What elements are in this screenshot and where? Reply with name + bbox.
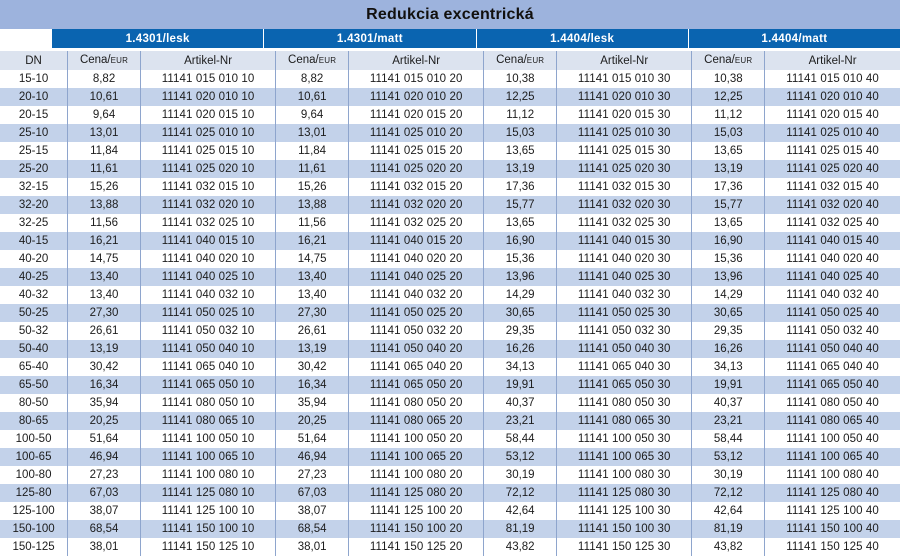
cell-p4: 12,25 — [692, 88, 765, 106]
cell-a2: 11141 065 050 20 — [349, 376, 484, 394]
column-header-article-4: Artikel-Nr — [765, 51, 900, 70]
cell-p3: 15,03 — [484, 124, 557, 142]
cell-p4: 17,36 — [692, 178, 765, 196]
cell-p1: 68,54 — [68, 520, 141, 538]
cell-p3: 13,65 — [484, 214, 557, 232]
table-row — [0, 358, 900, 376]
cell-p2: 13,19 — [276, 340, 349, 358]
cell-dn: 40-32 — [0, 286, 68, 304]
cell-p2: 27,30 — [276, 304, 349, 322]
cell-a1: 11141 150 125 10 — [140, 538, 275, 556]
cell-a3: 11141 100 050 30 — [557, 430, 692, 448]
cell-a4: 11141 050 032 40 — [765, 322, 900, 340]
cell-a2: 11141 040 032 20 — [349, 286, 484, 304]
cell-a2: 11141 050 025 20 — [349, 304, 484, 322]
cell-a1: 11141 025 015 10 — [140, 142, 275, 160]
cell-a3: 11141 100 065 30 — [557, 448, 692, 466]
table-row — [0, 124, 900, 142]
cell-a1: 11141 020 010 10 — [140, 88, 275, 106]
cell-a1: 11141 032 020 10 — [140, 196, 275, 214]
cell-p2: 68,54 — [276, 520, 349, 538]
cell-p1: 8,82 — [68, 70, 141, 88]
cell-p1: 11,61 — [68, 160, 141, 178]
cell-a2: 11141 065 040 20 — [349, 358, 484, 376]
cell-p2: 14,75 — [276, 250, 349, 268]
cell-p1: 13,40 — [68, 268, 141, 286]
cell-a2: 11141 025 010 20 — [349, 124, 484, 142]
cell-a2: 11141 150 100 20 — [349, 520, 484, 538]
cell-dn: 50-32 — [0, 322, 68, 340]
cell-a3: 11141 032 015 30 — [557, 178, 692, 196]
cell-a4: 11141 100 065 40 — [765, 448, 900, 466]
price-unit-text: EUR — [734, 56, 753, 65]
cell-p3: 29,35 — [484, 322, 557, 340]
cell-p3: 40,37 — [484, 394, 557, 412]
cell-a1: 11141 080 065 10 — [140, 412, 275, 430]
cell-a3: 11141 050 040 30 — [557, 340, 692, 358]
cell-a1: 11141 050 025 10 — [140, 304, 275, 322]
cell-a1: 11141 125 100 10 — [140, 502, 275, 520]
cell-p1: 13,19 — [68, 340, 141, 358]
cell-a1: 11141 025 020 10 — [140, 160, 275, 178]
cell-a1: 11141 032 025 10 — [140, 214, 275, 232]
cell-a4: 11141 025 010 40 — [765, 124, 900, 142]
cell-p4: 53,12 — [692, 448, 765, 466]
cell-a2: 11141 020 015 20 — [349, 106, 484, 124]
cell-a4: 11141 065 050 40 — [765, 376, 900, 394]
cell-a3: 11141 080 050 30 — [557, 394, 692, 412]
cell-a2: 11141 100 080 20 — [349, 466, 484, 484]
cell-p4: 19,91 — [692, 376, 765, 394]
cell-a1: 11141 025 010 10 — [140, 124, 275, 142]
cell-a1: 11141 040 015 10 — [140, 232, 275, 250]
table-row — [0, 142, 900, 160]
cell-p4: 10,38 — [692, 70, 765, 88]
cell-a2: 11141 050 032 20 — [349, 322, 484, 340]
cell-a3: 11141 080 065 30 — [557, 412, 692, 430]
cell-a3: 11141 150 100 30 — [557, 520, 692, 538]
cell-a1: 11141 150 100 10 — [140, 520, 275, 538]
cell-p4: 15,03 — [692, 124, 765, 142]
cell-p1: 67,03 — [68, 484, 141, 502]
cell-p4: 16,26 — [692, 340, 765, 358]
cell-p2: 16,34 — [276, 376, 349, 394]
cell-a4: 11141 020 015 40 — [765, 106, 900, 124]
cell-p1: 13,40 — [68, 286, 141, 304]
cell-a3: 11141 100 080 30 — [557, 466, 692, 484]
cell-dn: 40-25 — [0, 268, 68, 286]
cell-a1: 11141 040 025 10 — [140, 268, 275, 286]
cell-a3: 11141 065 050 30 — [557, 376, 692, 394]
table-row — [0, 214, 900, 232]
table-row — [0, 448, 900, 466]
cell-p1: 16,21 — [68, 232, 141, 250]
cell-p3: 72,12 — [484, 484, 557, 502]
cell-p4: 34,13 — [692, 358, 765, 376]
cell-p3: 13,96 — [484, 268, 557, 286]
cell-a3: 11141 015 010 30 — [557, 70, 692, 88]
table-row — [0, 304, 900, 322]
cell-p2: 11,84 — [276, 142, 349, 160]
cell-a2: 11141 032 015 20 — [349, 178, 484, 196]
cell-p3: 30,19 — [484, 466, 557, 484]
price-unit-text: EUR — [110, 56, 129, 65]
cell-p1: 9,64 — [68, 106, 141, 124]
cell-p1: 14,75 — [68, 250, 141, 268]
cell-a4: 11141 100 080 40 — [765, 466, 900, 484]
column-header-price-3 — [484, 51, 557, 70]
cell-dn: 150-125 — [0, 538, 68, 556]
cell-a3: 11141 032 020 30 — [557, 196, 692, 214]
cell-p3: 13,65 — [484, 142, 557, 160]
cell-p3: 17,36 — [484, 178, 557, 196]
cell-p3: 13,19 — [484, 160, 557, 178]
cell-a2: 11141 025 015 20 — [349, 142, 484, 160]
cell-a1: 11141 080 050 10 — [140, 394, 275, 412]
cell-a4: 11141 040 025 40 — [765, 268, 900, 286]
cell-a3: 11141 032 025 30 — [557, 214, 692, 232]
table-body — [0, 70, 900, 556]
cell-p2: 13,88 — [276, 196, 349, 214]
table-header — [0, 51, 900, 70]
cell-p3: 53,12 — [484, 448, 557, 466]
cell-dn: 32-15 — [0, 178, 68, 196]
column-header-price-2 — [276, 51, 349, 70]
cell-p3: 43,82 — [484, 538, 557, 556]
table-row — [0, 160, 900, 178]
cell-dn: 100-80 — [0, 466, 68, 484]
cell-a2: 11141 032 020 20 — [349, 196, 484, 214]
table-row — [0, 484, 900, 502]
cell-a4: 11141 050 025 40 — [765, 304, 900, 322]
cell-dn: 32-20 — [0, 196, 68, 214]
cell-p4: 58,44 — [692, 430, 765, 448]
cell-p1: 30,42 — [68, 358, 141, 376]
cell-a3: 11141 025 015 30 — [557, 142, 692, 160]
cell-a1: 11141 040 032 10 — [140, 286, 275, 304]
column-header-price-1 — [68, 51, 141, 70]
cell-a2: 11141 040 020 20 — [349, 250, 484, 268]
cell-p1: 13,88 — [68, 196, 141, 214]
cell-p2: 20,25 — [276, 412, 349, 430]
table-row — [0, 394, 900, 412]
cell-a2: 11141 015 010 20 — [349, 70, 484, 88]
cell-a4: 11141 080 050 40 — [765, 394, 900, 412]
cell-a4: 11141 125 080 40 — [765, 484, 900, 502]
cell-a3: 11141 125 100 30 — [557, 502, 692, 520]
table-row — [0, 322, 900, 340]
cell-a3: 11141 040 015 30 — [557, 232, 692, 250]
cell-p3: 15,36 — [484, 250, 557, 268]
cell-a2: 11141 125 080 20 — [349, 484, 484, 502]
cell-a2: 11141 125 100 20 — [349, 502, 484, 520]
cell-a4: 11141 025 015 40 — [765, 142, 900, 160]
cell-p2: 35,94 — [276, 394, 349, 412]
column-header-dn: DN — [0, 51, 68, 70]
cell-a1: 11141 065 050 10 — [140, 376, 275, 394]
cell-a2: 11141 080 050 20 — [349, 394, 484, 412]
cell-p4: 43,82 — [692, 538, 765, 556]
cell-a4: 11141 040 032 40 — [765, 286, 900, 304]
cell-a4: 11141 100 050 40 — [765, 430, 900, 448]
cell-p3: 11,12 — [484, 106, 557, 124]
cell-a2: 11141 150 125 20 — [349, 538, 484, 556]
cell-a4: 11141 080 065 40 — [765, 412, 900, 430]
cell-p4: 81,19 — [692, 520, 765, 538]
cell-p4: 11,12 — [692, 106, 765, 124]
cell-p3: 19,91 — [484, 376, 557, 394]
page-title: Redukcia excentrická — [366, 5, 534, 23]
cell-a3: 11141 040 032 30 — [557, 286, 692, 304]
table-row — [0, 502, 900, 520]
cell-dn: 25-15 — [0, 142, 68, 160]
cell-p3: 14,29 — [484, 286, 557, 304]
cell-a1: 11141 050 040 10 — [140, 340, 275, 358]
cell-p1: 20,25 — [68, 412, 141, 430]
price-label-text: Cena/ — [704, 54, 735, 66]
cell-a1: 11141 015 010 10 — [140, 70, 275, 88]
cell-p3: 42,64 — [484, 502, 557, 520]
cell-p2: 13,40 — [276, 268, 349, 286]
price-label-text: Cena/ — [496, 54, 527, 66]
cell-p4: 13,65 — [692, 214, 765, 232]
cell-a4: 11141 040 020 40 — [765, 250, 900, 268]
cell-p4: 15,77 — [692, 196, 765, 214]
table-row — [0, 70, 900, 88]
cell-dn: 65-50 — [0, 376, 68, 394]
cell-p3: 81,19 — [484, 520, 557, 538]
cell-p1: 11,56 — [68, 214, 141, 232]
cell-a1: 11141 040 020 10 — [140, 250, 275, 268]
cell-a4: 11141 050 040 40 — [765, 340, 900, 358]
cell-p4: 72,12 — [692, 484, 765, 502]
group-header-2: 1.4301/matt — [264, 29, 476, 48]
cell-dn: 50-25 — [0, 304, 68, 322]
title-band — [0, 0, 900, 29]
table-row — [0, 268, 900, 286]
cell-dn: 40-20 — [0, 250, 68, 268]
cell-p2: 46,94 — [276, 448, 349, 466]
column-header-row — [0, 51, 900, 70]
price-label-text: Cena/ — [288, 54, 319, 66]
cell-p2: 15,26 — [276, 178, 349, 196]
cell-p4: 23,21 — [692, 412, 765, 430]
cell-p2: 10,61 — [276, 88, 349, 106]
cell-a4: 11141 032 020 40 — [765, 196, 900, 214]
cell-p2: 51,64 — [276, 430, 349, 448]
cell-p4: 15,36 — [692, 250, 765, 268]
cell-dn: 20-10 — [0, 88, 68, 106]
cell-a3: 11141 050 032 30 — [557, 322, 692, 340]
cell-p4: 13,96 — [692, 268, 765, 286]
cell-a4: 11141 150 100 40 — [765, 520, 900, 538]
cell-a1: 11141 100 065 10 — [140, 448, 275, 466]
group-header-1: 1.4301/lesk — [52, 29, 264, 48]
cell-a4: 11141 040 015 40 — [765, 232, 900, 250]
cell-a3: 11141 025 020 30 — [557, 160, 692, 178]
table-row — [0, 520, 900, 538]
cell-dn: 25-10 — [0, 124, 68, 142]
cell-p2: 27,23 — [276, 466, 349, 484]
cell-p3: 16,26 — [484, 340, 557, 358]
cell-p3: 23,21 — [484, 412, 557, 430]
cell-dn: 32-25 — [0, 214, 68, 232]
cell-a1: 11141 100 050 10 — [140, 430, 275, 448]
cell-p1: 46,94 — [68, 448, 141, 466]
table-row — [0, 178, 900, 196]
cell-p1: 27,23 — [68, 466, 141, 484]
cell-p2: 9,64 — [276, 106, 349, 124]
cell-p3: 16,90 — [484, 232, 557, 250]
cell-dn: 65-40 — [0, 358, 68, 376]
cell-p3: 58,44 — [484, 430, 557, 448]
cell-a2: 11141 100 065 20 — [349, 448, 484, 466]
cell-a3: 11141 020 010 30 — [557, 88, 692, 106]
cell-p1: 10,61 — [68, 88, 141, 106]
cell-p2: 11,61 — [276, 160, 349, 178]
cell-p2: 8,82 — [276, 70, 349, 88]
cell-dn: 100-50 — [0, 430, 68, 448]
cell-dn: 15-10 — [0, 70, 68, 88]
price-unit-text: EUR — [526, 56, 545, 65]
cell-p2: 38,07 — [276, 502, 349, 520]
cell-dn: 50-40 — [0, 340, 68, 358]
cell-a2: 11141 040 015 20 — [349, 232, 484, 250]
cell-a4: 11141 125 100 40 — [765, 502, 900, 520]
table-row — [0, 106, 900, 124]
cell-a3: 11141 125 080 30 — [557, 484, 692, 502]
cell-p4: 16,90 — [692, 232, 765, 250]
cell-p1: 51,64 — [68, 430, 141, 448]
cell-p4: 13,65 — [692, 142, 765, 160]
column-header-article-3: Artikel-Nr — [557, 51, 692, 70]
cell-p3: 30,65 — [484, 304, 557, 322]
cell-p4: 29,35 — [692, 322, 765, 340]
table-row — [0, 376, 900, 394]
cell-p2: 13,40 — [276, 286, 349, 304]
table-row — [0, 232, 900, 250]
cell-a2: 11141 020 010 20 — [349, 88, 484, 106]
cell-a2: 11141 080 065 20 — [349, 412, 484, 430]
group-header-4: 1.4404/matt — [689, 29, 900, 48]
cell-dn: 125-80 — [0, 484, 68, 502]
cell-p1: 11,84 — [68, 142, 141, 160]
table-row — [0, 340, 900, 358]
cell-p1: 38,01 — [68, 538, 141, 556]
cell-p2: 13,01 — [276, 124, 349, 142]
cell-a3: 11141 025 010 30 — [557, 124, 692, 142]
price-unit-text: EUR — [318, 56, 337, 65]
cell-dn: 20-15 — [0, 106, 68, 124]
cell-p1: 26,61 — [68, 322, 141, 340]
cell-a3: 11141 150 125 30 — [557, 538, 692, 556]
cell-dn: 125-100 — [0, 502, 68, 520]
cell-dn: 25-20 — [0, 160, 68, 178]
cell-p4: 42,64 — [692, 502, 765, 520]
cell-p2: 26,61 — [276, 322, 349, 340]
cell-a4: 11141 150 125 40 — [765, 538, 900, 556]
price-label-text: Cena/ — [79, 54, 111, 66]
cell-a4: 11141 032 025 40 — [765, 214, 900, 232]
cell-a4: 11141 020 010 40 — [765, 88, 900, 106]
cell-p4: 30,19 — [692, 466, 765, 484]
cell-p1: 35,94 — [68, 394, 141, 412]
cell-a3: 11141 040 020 30 — [557, 250, 692, 268]
cell-p3: 10,38 — [484, 70, 557, 88]
table-row — [0, 412, 900, 430]
cell-p3: 34,13 — [484, 358, 557, 376]
cell-a1: 11141 100 080 10 — [140, 466, 275, 484]
group-header-spacer — [0, 29, 52, 48]
cell-p3: 15,77 — [484, 196, 557, 214]
table-row — [0, 250, 900, 268]
cell-dn: 80-50 — [0, 394, 68, 412]
cell-a4: 11141 032 015 40 — [765, 178, 900, 196]
cell-p2: 16,21 — [276, 232, 349, 250]
cell-p4: 40,37 — [692, 394, 765, 412]
cell-a1: 11141 020 015 10 — [140, 106, 275, 124]
table-row — [0, 286, 900, 304]
table-row — [0, 430, 900, 448]
column-header-article-2: Artikel-Nr — [349, 51, 484, 70]
table-row — [0, 466, 900, 484]
cell-a2: 11141 032 025 20 — [349, 214, 484, 232]
cell-a3: 11141 020 015 30 — [557, 106, 692, 124]
table-row — [0, 88, 900, 106]
cell-p4: 30,65 — [692, 304, 765, 322]
material-group-header-row — [0, 29, 900, 48]
cell-a1: 11141 032 015 10 — [140, 178, 275, 196]
cell-a1: 11141 050 032 10 — [140, 322, 275, 340]
group-header-3: 1.4404/lesk — [477, 29, 689, 48]
cell-p1: 38,07 — [68, 502, 141, 520]
cell-a3: 11141 040 025 30 — [557, 268, 692, 286]
cell-a3: 11141 065 040 30 — [557, 358, 692, 376]
cell-p2: 38,01 — [276, 538, 349, 556]
cell-p3: 12,25 — [484, 88, 557, 106]
cell-p4: 13,19 — [692, 160, 765, 178]
cell-p2: 30,42 — [276, 358, 349, 376]
table-row — [0, 196, 900, 214]
cell-a4: 11141 015 010 40 — [765, 70, 900, 88]
cell-a2: 11141 025 020 20 — [349, 160, 484, 178]
cell-p2: 11,56 — [276, 214, 349, 232]
cell-a3: 11141 050 025 30 — [557, 304, 692, 322]
cell-dn: 150-100 — [0, 520, 68, 538]
cell-p1: 27,30 — [68, 304, 141, 322]
cell-p2: 67,03 — [276, 484, 349, 502]
cell-p1: 13,01 — [68, 124, 141, 142]
cell-dn: 40-15 — [0, 232, 68, 250]
cell-dn: 100-65 — [0, 448, 68, 466]
column-header-article-1: Artikel-Nr — [140, 51, 275, 70]
cell-p1: 16,34 — [68, 376, 141, 394]
cell-p1: 15,26 — [68, 178, 141, 196]
cell-a1: 11141 125 080 10 — [140, 484, 275, 502]
column-header-price-4 — [692, 51, 765, 70]
cell-a1: 11141 065 040 10 — [140, 358, 275, 376]
cell-a4: 11141 065 040 40 — [765, 358, 900, 376]
cell-a2: 11141 100 050 20 — [349, 430, 484, 448]
price-table — [0, 51, 900, 556]
cell-p4: 14,29 — [692, 286, 765, 304]
cell-a2: 11141 050 040 20 — [349, 340, 484, 358]
cell-a2: 11141 040 025 20 — [349, 268, 484, 286]
cell-dn: 80-65 — [0, 412, 68, 430]
cell-a4: 11141 025 020 40 — [765, 160, 900, 178]
